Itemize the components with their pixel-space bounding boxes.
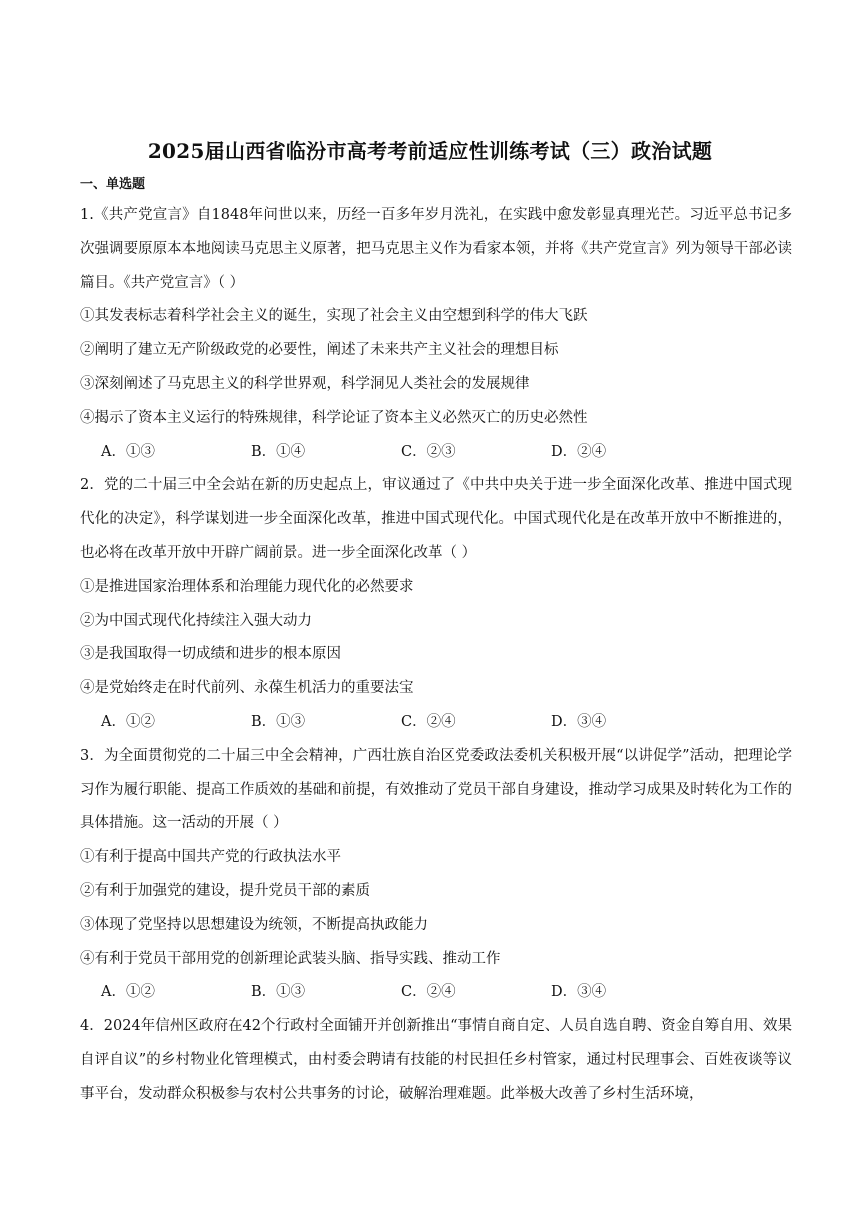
statement-option: ③深刻阐述了马克思主义的科学世界观，科学洞见人类社会的发展规律 — [80, 375, 530, 392]
statement-option: ②阐明了建立无产阶级政党的必要性，阐述了未来共产主义社会的理想目标 — [80, 342, 559, 359]
statement-option: ①其发表标志着科学社会主义的诞生，实现了社会主义由空想到科学的伟大飞跃 — [80, 308, 588, 325]
statement-option: ①有利于提高中国共产党的行政执法水平 — [80, 849, 341, 866]
answer-choices — [80, 706, 792, 740]
answer-choice-c: C．②④ — [401, 984, 456, 1001]
question-stem: 4．2024年信州区政府在42个行政村全面铺开并创新推出“事情自商自定、人员自选自聘、资金自筹自用、效果自评自议”的乡村物业化管理模式，由村委会聘请有技能的村民担任乡村管家，通过村民理事会、百姓夜谈等议事平台，发动群众积极参与农村公共事务的讨论，破解治理难题。此举极大改善了乡村生活环境， — [80, 1018, 792, 1102]
statement-option: ④揭示了资本主义运行的特殊规律，科学论证了资本主义必然灭亡的历史必然性 — [80, 409, 588, 426]
statement-option: ③体现了党坚持以思想建设为统领，不断提高执政能力 — [80, 916, 428, 933]
page-title: 2025届山西省临汾市高考考前适应性训练考试（三）政治试题 — [147, 139, 713, 163]
answer-choice-a: A．①② — [101, 713, 155, 730]
answer-choice-d: D．③④ — [551, 713, 607, 730]
statement-option: ①是推进国家治理体系和治理能力现代化的必然要求 — [80, 578, 414, 595]
question-stem: 3．为全面贯彻党的二十届三中全会精神，广西壮族自治区党委政法委机关积极开展“以讲促学”活动，把理论学习作为履行职能、提高工作质效的基础和前提，有效推动了党员干部自身建设，推动学习成果及时转化为工作的具体措施。这一活动的开展（ ） — [80, 747, 792, 832]
question-block — [80, 1010, 792, 1111]
answer-choice-b: B．①③ — [251, 713, 306, 730]
statement-option: ③是我国取得一切成绩和进步的根本原因 — [80, 646, 341, 663]
answer-choice-d: D．③④ — [551, 984, 607, 1001]
answer-choice-a: A．①② — [101, 984, 155, 1001]
question-block — [80, 199, 792, 469]
question-stem: 2．党的二十届三中全会站在新的历史起点上，审议通过了《中共中央关于进一步全面深化改革、推进中国式现代化的决定》，科学谋划进一步全面深化改革，推进中国式现代化。中国式现代化是在改革开放中不断推进的，也必将在改革开放中开辟广阔前景。进一步全面深化改革（ ） — [80, 477, 792, 561]
answer-choices — [80, 436, 792, 470]
question-stem: 1.《共产党宣言》自1848年问世以来，历经一百多年岁月洗礼，在实践中愈发彰显真理光芒。习近平总书记多次强调要原原本本地阅读马克思主义原著，把马克思主义作为看家本领，并将《共产党宣言》列为领导干部必读篇目。《共产党宣言》（ ） — [80, 207, 792, 291]
statement-option: ②有利于加强党的建设，提升党员干部的素质 — [80, 882, 370, 899]
answer-choices — [80, 976, 792, 1010]
statement-option: ④有利于党员干部用党的创新理论武装头脑、指导实践、推动工作 — [80, 950, 501, 967]
question-block — [80, 469, 792, 739]
answer-choice-b: B．①③ — [251, 984, 306, 1001]
statement-option: ④是党始终走在时代前列、永葆生机活力的重要法宝 — [80, 680, 414, 697]
question-block — [80, 740, 792, 1010]
section-heading: 一、单选题 — [80, 177, 146, 192]
answer-choice-c: C．②③ — [401, 443, 456, 460]
answer-choice-b: B．①④ — [251, 443, 306, 460]
answer-choice-d: D．②④ — [551, 443, 607, 460]
statement-option: ②为中国式现代化持续注入强大动力 — [80, 612, 312, 629]
answer-choice-a: A．①③ — [101, 443, 155, 460]
answer-choice-c: C．②④ — [401, 713, 456, 730]
question-list — [80, 199, 792, 1112]
